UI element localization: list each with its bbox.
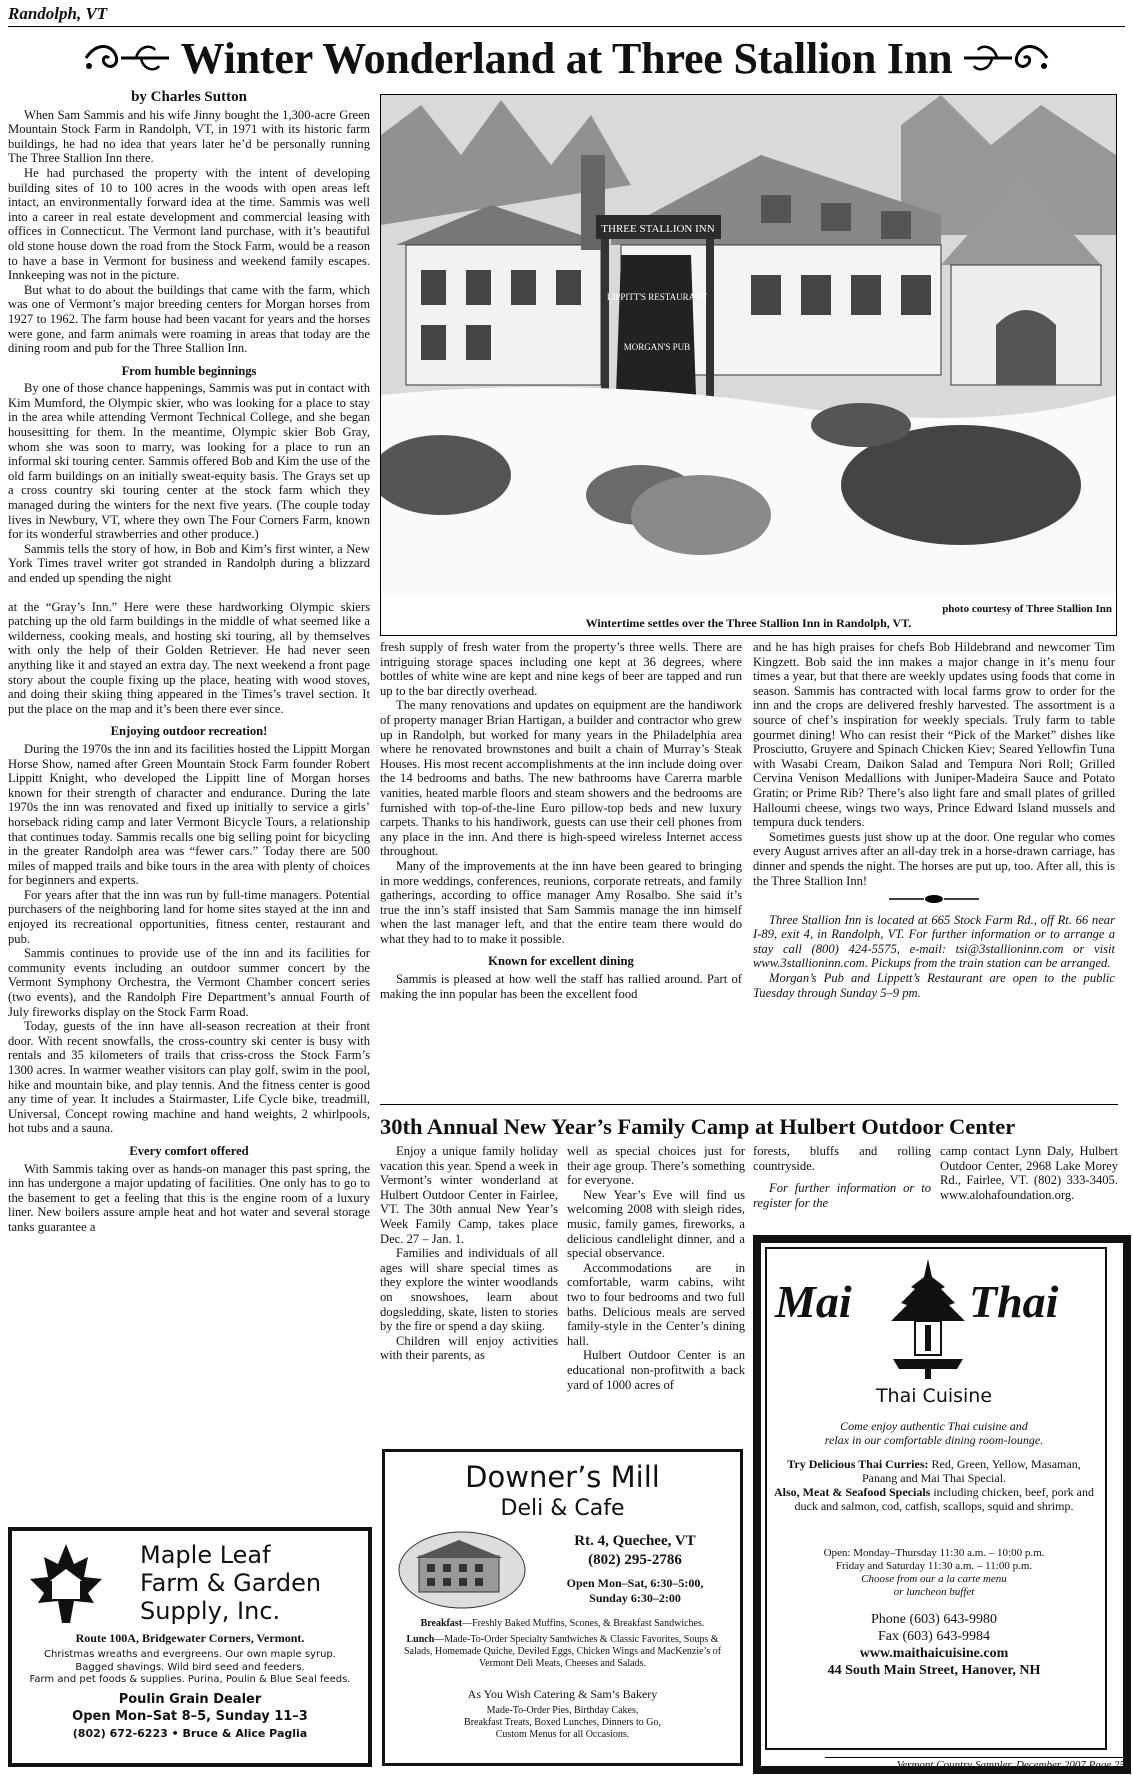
- downers-phone: (802) 295-2786: [588, 1552, 682, 1568]
- paragraph: Sometimes guests just show up at the door. One regular who comes every August arrives after an all-day trek in a horse-drawn carriage, has dinner and spends the night. The horses are put up, too. After all, this is the Three Stallion Inn!: [753, 829, 1115, 888]
- downers-hours-line: Sunday 6:30–2:00: [589, 1591, 681, 1605]
- mai-thai-contact: [771, 1611, 1097, 1679]
- paragraph: For years after that the inn was run by full-time managers. Potential purchasers of the neighboring land for home sites stayed at the inn and enjoyed its recreational opportunities, fitness center, restaurant and pub.: [8, 887, 370, 946]
- paragraph: By one of those chance happenings, Sammis was put in contact with Kim Mumford, the Olympic skier, who was looking for a place to stay in the area while attending Vermont Technical College, and she began housesitting for them. In the meantime, Olympic skier Bob Gray, whom she was soon to marry, was looking for a place to run an informal ski touring center. Sammis offered Bob and Kim the use of the old farm buildings on an initially sweat-equity basis. The Grays set up a cross country ski touring center at the stock farm which they managed during the winters for the next five years. (The couple today lives in Newbury, VT, where they own The Four Corners Farm, known for its wonderful strawberries and other produce.): [8, 381, 370, 542]
- paragraph: Sammis tells the story of how, in Bob and Kim’s first winter, a New York Times travel writer got stranded in Randolph during a blizzard and ended up spending the night: [8, 541, 370, 585]
- mai-thai-fax: Fax (603) 643-9984: [878, 1629, 990, 1644]
- curries-label: Try Delicious Thai Curries:: [787, 1457, 929, 1471]
- maple-leaf-name: [140, 1541, 360, 1625]
- story2-title: 30th Annual New Year’s Family Camp at Hulbert Outdoor Center: [380, 1114, 1016, 1139]
- subhead-humble-beginnings: From humble beginnings: [121, 363, 257, 378]
- maple-leaf-name-line: Maple Leaf: [140, 1541, 271, 1569]
- story2-column-1: [380, 1144, 558, 1440]
- thai-word: Thai: [969, 1276, 1059, 1327]
- right-ornament-icon: [962, 38, 1052, 78]
- mill-building-icon: [397, 1528, 527, 1610]
- paragraph: camp contact Lynn Daly, Hulbert Outdoor Center, 2968 Lake Morey Rd., Fairlee, VT. (802) 333-3405. www.alohafoundation.org.: [940, 1144, 1118, 1202]
- mai-thai-phone: Phone (603) 643-9980: [871, 1612, 997, 1627]
- ad-maple-leaf: [8, 1527, 372, 1767]
- maple-leaf-address: Route 100A, Bridgewater Corners, Vermont.: [75, 1631, 305, 1645]
- ad-downers-mill: [382, 1449, 743, 1766]
- paragraph: Families and individuals of all ages will share special times as they explore the winter woodlands on snowshoes, learn about dogsledding, skate, listen to stories by the fire or spend a day skiing.: [380, 1246, 558, 1334]
- paragraph: Enjoy a unique family holiday vacation this year. Spend a week in Vermont’s winter wonderland at Hulbert Outdoor Center in Fairlee, VT. The 30th annual New Year’s Week Family Camp, takes place Dec. 27 – Jan. 1.: [380, 1144, 558, 1246]
- article-column-1: [8, 90, 370, 1530]
- mai-thai-hours: [771, 1547, 1097, 1599]
- paragraph: When Sam Sammis and his wife Jinny bought the 1,300-acre Green Mountain Stock Farm in Randolph, VT, in 1971 with its historic farm buildings, he had no idea that years later he’d be personally running The Three Stallion Inn there.: [8, 107, 370, 166]
- photo-credit: photo courtesy of Three Stallion Inn: [942, 603, 1112, 615]
- specials-text: including chicken, beef, pork and duck and salmon, cod, catfish, scallops, squid and shrimp.: [794, 1485, 1094, 1513]
- paragraph: and he has high praises for chefs Bob Hildebrand and newcomer Tim Kingzett. Bob said the inn makes a major change in it’s menu four times a year, but that there are weekly updates using foods that come in season. Sammis has contracted with local farms grow to order for the inn and the crops are delivered freshly harvested. The assortment is a source of chef’s inspiration for weekly specials. Truly farm to table gourmet dining! Who can resist their “Pick of the Market” dishes like Prosciutto, Gruyere and Spinach Chicken Kiev; Seared Yellowfin Tuna with Wasabi Cream, Daikon Salad and Tempura Nori Roll; Grilled Cervina Venison Medallions with Juniper-Madeira Sauce and Potato Gratin; or Prime Rib? There’s also light fare and small plates of grilled Halloumi cheese, wings two ways, Prince Edward Island mussels and tempura duck tenders.: [753, 640, 1115, 830]
- page-footer: Vermont Country Sampler, December 2007 Page 25: [825, 1757, 1125, 1771]
- tagline-line: relax in our comfortable dining room-lounge.: [824, 1433, 1044, 1447]
- paragraph: Today, guests of the inn have all-season recreation at their front door. With recent snowfalls, the cross-country ski center is busy with rentals and 35 kilometers of trails that criss-cross the Stock Farm’s 1300 acres. In warmer weather visitors can play golf, swim in the pool, hike and mountain bike, and play tennis. And the fitness center is good any time of year. It includes a Stairmaster, Life Cycle bike, treadmill, Universal, Concept rowing machine and hand weights, 2 whirlpools, hot tubs and a sauna.: [8, 1019, 370, 1136]
- downers-menu: [391, 1618, 734, 1670]
- headline-bar: [0, 28, 1133, 88]
- choose-line: Choose from our a la carte menu: [861, 1573, 1007, 1585]
- choose-line: or luncheon buffet: [893, 1586, 975, 1598]
- paragraph: Many of the improvements at the inn have been geared to bringing in more weddings, conferences, reunions, corporate retreats, and family gatherings, according to office manager Amy Rosalbo. She said it’s true the inn’s staff insisted that Sam Sammis manage the inn himself when the last manager left, and that the entire team there would do what they had to to make it possible.: [380, 858, 742, 946]
- paragraph: But what to do about the buildings that came with the farm, which was one of Vermont’s major breeding centers for Morgan horses from 1927 to 1962. The farm house had been vacant for years and the horses were gone, and farm animals were roaming in areas that today are the dining room and pub for the Three Stallion Inn.: [8, 282, 370, 356]
- maple-leaf-icon: [26, 1539, 106, 1629]
- sign-three-stallion: THREE STALLION INN: [601, 223, 715, 235]
- product-line: Farm and pet foods & supplies. Purina, Poulin & Blue Seal feeds.: [29, 1674, 351, 1685]
- downers-hours-line: Open Mon–Sat, 6:30–5:00,: [566, 1576, 704, 1590]
- maple-leaf-products: [12, 1649, 368, 1687]
- mai-word: Mai: [775, 1276, 852, 1327]
- paragraph: For further information or to register for the: [753, 1181, 931, 1210]
- paragraph: well as special choices just for their age group. There’s something for everyone.: [567, 1144, 745, 1188]
- hours-line: Open: Monday–Thursday 11:30 a.m. – 10:00 p.m.: [823, 1547, 1045, 1559]
- sign-morgans: MORGAN'S PUB: [623, 342, 691, 352]
- paragraph: forests, bluffs and rolling countryside.: [753, 1144, 931, 1173]
- curries-text: Red, Green, Yellow, Masaman, Panang and Mai Thai Special.: [861, 1457, 1081, 1485]
- thai-temple-icon: [885, 1257, 971, 1383]
- paragraph: Children will enjoy activities with their parents, as: [380, 1333, 558, 1363]
- mai-thai-tagline: [771, 1419, 1097, 1447]
- paragraph: at the “Gray’s Inn.” Here were these hardworking Olympic skiers patching up the old farm buildings in the middle of what seemed like a wilderness, cooking meals, and hosting ski touring, all by themselves with only the help of their Golden Retriever. He had never seen anything like it and stayed an extra day. The next weekend a front page story about the couple fixing up the place, heating with wood stoves, and doing their skiing thing appeared in the Times’s travel section. It put the place on the map and it’s been there ever since.: [8, 599, 370, 716]
- inn-info: Three Stallion Inn is located at 665 Stock Farm Rd., off Rt. 66 near I-89, exit 4, in Randolph, VT. For further information or to arrange a stay call (800) 424-5575, e-mail: tsi@3stallioninn.com or visit www.3stallioninn.com. Pickups from the train station can be arranged.: [753, 912, 1115, 971]
- sign-lippitts: LIPPITT'S RESTAURANT: [606, 292, 708, 302]
- divider-ornament: [753, 893, 1115, 908]
- paragraph: He had purchased the property with the intent of developing building sites of 10 to 100 acres in the woods with open areas left intact, an environmentally forward idea at the time. Sammis was well into a career in real estate development and commercial leasing with offices in Connecticut. The Vermont land purchase, with it’s beautiful old stone house down the road from the Stock Farm, would be a reason to have a base in Vermont for business and weekend family escapes. Innkeeping was not in the picture.: [8, 165, 370, 283]
- subhead-excellent-dining: Known for excellent dining: [488, 954, 634, 969]
- lunch-text: —Made-To-Order Specialty Sandwiches & Classic Favorites, Soups & Salads, Homemade Quiche, Deviled Eggs, Chicken Wings and MacKenzie’s of Vermont Deli Meats, Cheeses and Salads.: [403, 1634, 722, 1669]
- headline: Winter Wonderland at Three Stallion Inn: [180, 33, 953, 83]
- story2-column-4: [940, 1144, 1118, 1226]
- paragraph: fresh supply of fresh water from the property’s three wells. There are intriguing storage spaces including one kept at 36 degrees, where bottles of white wine are kept and nine kegs of beer are tapped and run up to the bar directly overhead.: [380, 640, 742, 698]
- paragraph: The many renovations and updates on equipment are the handiwork of property manager Brian Hartigan, a builder and contractor who grew up in Randolph, but worked for many years in the Philadelphia area where he renovated brownstones and built a chain of Murray’s Steak Houses. His most recent accomplishments at the inn include doing over the 14 bedrooms and baths. The new bathrooms have Carerra marble vanities, heated marble floors and steam showers and the bedrooms are furnished with top-of-the-line Euro pillow-top beds and new luxury carpets. Thanks to his handiwork, guests can use their cell phones from any place in the inn. And there is high-speed wireless Internet access throughout.: [380, 698, 742, 859]
- paragraph: Sammis is pleased at how well the staff has rallied around. Part of making the inn popular has been the excellent food: [380, 972, 742, 1001]
- mai-thai-website[interactable]: www.maithaicuisine.com: [859, 1646, 1009, 1661]
- breakfast-text: —Freshly Baked Muffins, Scones, & Breakfast Sandwiches.: [462, 1618, 705, 1629]
- story2-column-2: [567, 1144, 745, 1440]
- maple-leaf-name-line: Supply, Inc.: [140, 1597, 281, 1625]
- paragraph: Sammis continues to provide use of the inn and its facilities for community events including an outdoor summer concert by the Vermont Symphony Orchestra, the Vermont Chamber concert series (two events), and the Randolph Fire Department’s annual Fourth of July fireworks display on the Stock Farm Road.: [8, 946, 370, 1019]
- paragraph: Accommodations are in comfortable, warm cabins, wiht two to four bedrooms and two full baths. Delicious meals are served family-style in the Center’s dining hall.: [567, 1260, 745, 1348]
- section-rule: [380, 1104, 1118, 1105]
- paragraph: During the 1970s the inn and its facilities hosted the Lippitt Morgan Horse Show, named after Green Mountain Stock Farm founder Robert Lippitt Knight, who developed the Lippitt line of Morgan horses known for their strength of character and endurance. During the late 1970s the inn was renovated and fixed up initially to service a girls’ horseback riding camp and later Vermont Bicycle Tours, a relationship that continues today. Sammis recalls one big selling point for bicycling in the greater Randolph area was “fewer cars.” Today there are 500 miles of mapped trails and bike tours in the area with plenty of choices for beginners and experts.: [8, 741, 370, 888]
- hours-line: Friday and Saturday 11:30 a.m. – 11:00 p.m.: [835, 1560, 1033, 1572]
- mai-thai-subtitle: Thai Cuisine: [875, 1385, 993, 1407]
- catering-line: Custom Menus for all Occasions.: [495, 1729, 630, 1740]
- hours: Open Mon–Sat 8–5, Sunday 11–3: [72, 1709, 308, 1724]
- inn-hours: Morgan’s Pub and Lippett’s Restaurant are open to the public Tuesday through Sunday 5–9 pm.: [753, 971, 1115, 1000]
- byline: by Charles Sutton: [131, 90, 247, 105]
- mai-thai-address: 44 South Main Street, Hanover, NH: [827, 1663, 1041, 1678]
- header-rule: [8, 26, 1125, 27]
- downers-catering: As You Wish Catering & Sam’s Bakery: [467, 1687, 658, 1701]
- inn-illustration: [381, 95, 1116, 595]
- photo-caption: Wintertime settles over the Three Stallion Inn in Randolph, VT.: [585, 616, 912, 630]
- product-line: Bagged shavings. Wild bird seed and feeders.: [75, 1661, 305, 1673]
- dateline: Randolph, VT: [8, 4, 108, 23]
- subhead-every-comfort: Every comfort offered: [129, 1143, 249, 1158]
- downers-catering-details: [385, 1705, 740, 1741]
- specials-label: Also, Meat & Seafood Specials: [774, 1485, 931, 1499]
- catering-line: Made-To-Order Pies, Birthday Cakes,: [486, 1705, 639, 1716]
- downers-hours: [535, 1576, 735, 1606]
- downers-subtitle: Deli & Cafe: [500, 1496, 625, 1521]
- paragraph: With Sammis taking over as hands-on manager this past spring, the inn has undergone a major updating of facilities. One only has to go to the basement to get a feeling that this is the engine room of a luxury liner. New boilers assure ample heat and hot water and several storage tanks guarantee a: [8, 1161, 370, 1234]
- maple-leaf-hours: [12, 1691, 368, 1742]
- tagline-line: Come enjoy authentic Thai cuisine and: [840, 1419, 1028, 1433]
- article-column-2: [380, 640, 742, 1090]
- lunch-label: Lunch: [406, 1634, 435, 1645]
- story2-column-3: [753, 1144, 931, 1226]
- downers-address: Rt. 4, Quechee, VT: [574, 1533, 696, 1549]
- paragraph: New Year’s Eve will find us welcoming 2008 with sleigh rides, music, family games, fireworks, a delicious candlelight dinner, and a special observance.: [567, 1187, 745, 1261]
- subhead-outdoor-recreation: Enjoying outdoor recreation!: [110, 724, 268, 739]
- left-ornament-icon: [81, 38, 171, 78]
- downers-contact: [535, 1532, 735, 1570]
- product-line: Christmas wreaths and evergreens. Our own maple syrup.: [44, 1649, 336, 1660]
- mai-thai-menu: [773, 1457, 1095, 1513]
- breakfast-label: Breakfast: [420, 1618, 463, 1629]
- article-column-3: [753, 640, 1115, 1100]
- maple-leaf-name-line: Farm & Garden: [140, 1569, 322, 1597]
- downers-title: Downer’s Mill: [465, 1460, 660, 1494]
- ad-mai-thai: [753, 1235, 1131, 1774]
- catering-line: Breakfast Treats, Boxed Lunches, Dinners to Go,: [464, 1717, 661, 1728]
- paragraph: Hulbert Outdoor Center is an educational non-profitwith a back yard of 1000 acres of: [567, 1348, 745, 1392]
- phone: (802) 672-6223 • Bruce & Alice Paglia: [72, 1727, 308, 1740]
- dealer: Poulin Grain Dealer: [118, 1692, 262, 1707]
- inn-photo: [380, 94, 1117, 636]
